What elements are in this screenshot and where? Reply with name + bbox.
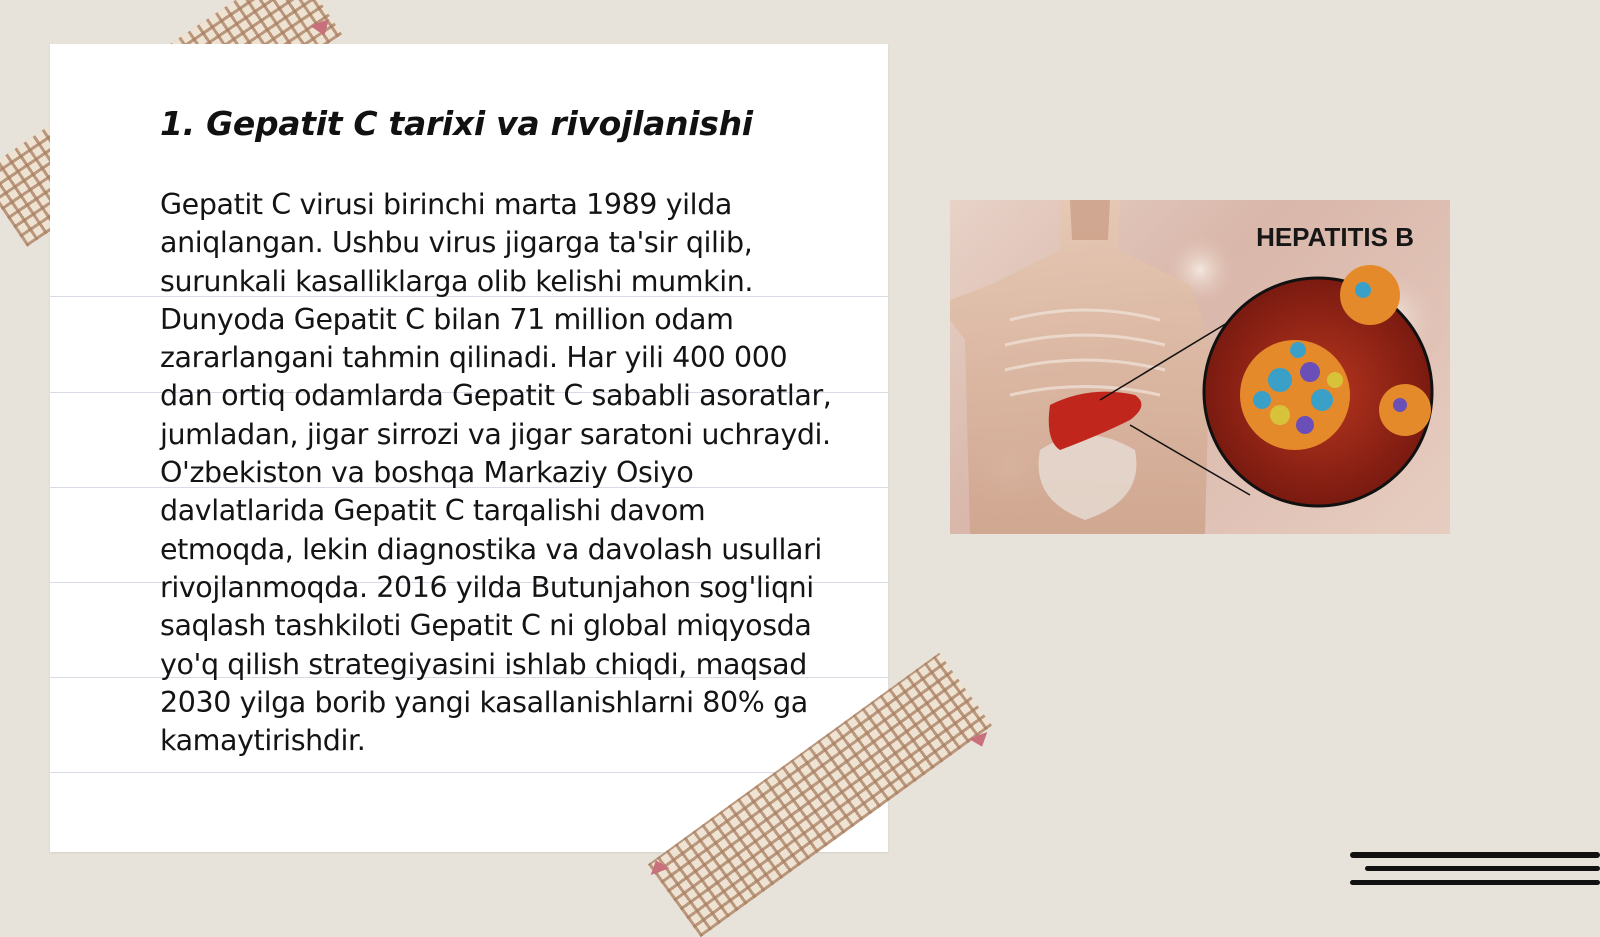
ruled-line bbox=[50, 772, 888, 773]
decorative-stroke bbox=[1350, 880, 1600, 885]
hepatitis-illustration bbox=[950, 200, 1450, 534]
decorative-stroke bbox=[1350, 852, 1600, 858]
image-caption-label: HEPATITIS B bbox=[1256, 222, 1414, 252]
virus-zoom-icon bbox=[1204, 265, 1432, 506]
slide-body-text: Gepatit C virusi birinchi marta 1989 yilda aniqlangan. Ushbu virus jigarga ta'sir qilib, surunkali kasalliklarga olib kelishi mumkin. Dunyoda Gepatit C bilan 71 million odam zararlangani tahmin qilinadi. Har yili 400 000 dan ortiq odamlarda Gepatit C sababli asoratlar, jumladan, jigar sirrozi va jigar saratoni uchraydi. O'zbekiston va boshqa Markaziy Osiyo davlatlarida Gepatit C tarqalishi davom etmoqda, lekin diagnostika va davolash usullari rivojlanmoqda. 2016 yilda Butunjahon sog'liqni saqlash tashkiloti Gepatit C ni global miqyosda yo'q qilish strategiyasini ishlab chiqdi, maqsad 2030 yilga borib yangi kasallanishlarni 80% ga kamaytirishdir. bbox=[160, 188, 832, 758]
slide-title: 1. Gepatit C tarixi va rivojlanishi bbox=[160, 104, 753, 143]
decorative-stroke bbox=[1365, 866, 1600, 871]
